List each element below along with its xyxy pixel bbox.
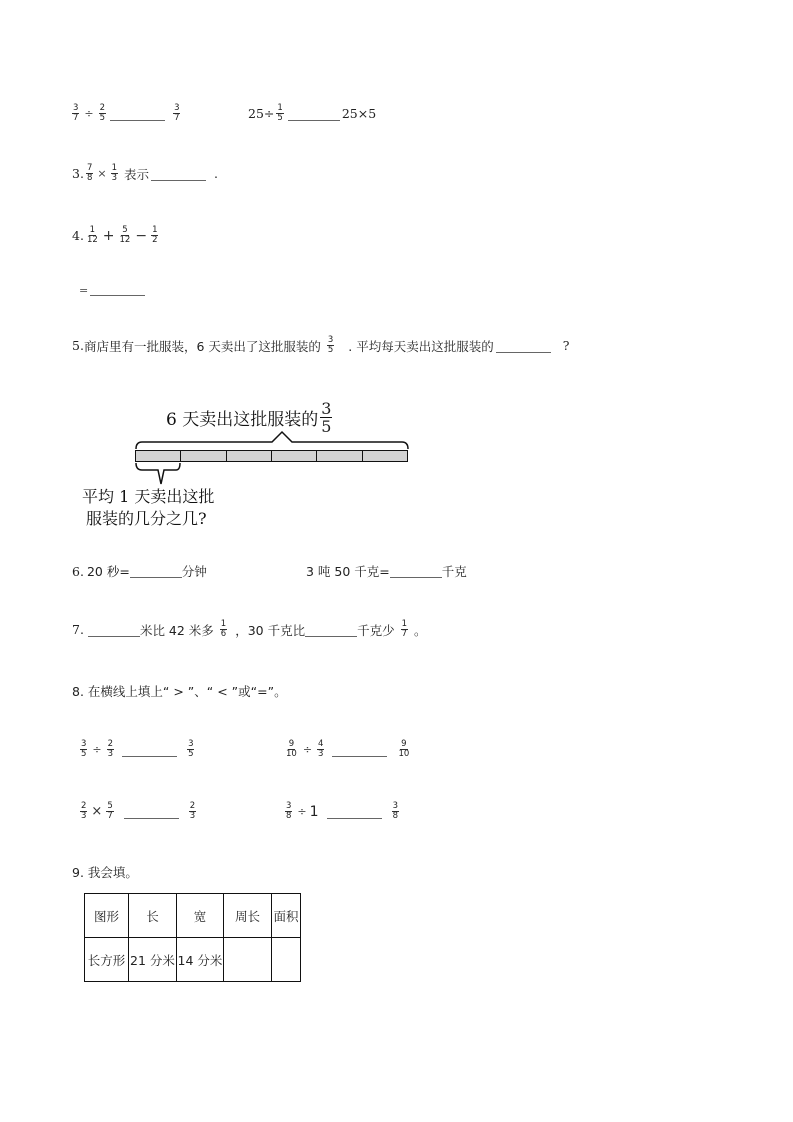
- q2-right: 25÷ $\frac{1}{5}$ 25×5: [248, 103, 377, 123]
- table-header: 图形: [85, 894, 129, 938]
- table-cell: 14 分米: [177, 938, 224, 982]
- fraction: $\frac{7}{8}$: [86, 163, 93, 183]
- bar-segment: [272, 451, 317, 461]
- question-4: 4. $\frac{1}{12}$ + $\frac{5}{12}$ − $\frac{1}{2}$: [72, 225, 158, 245]
- answer-blank[interactable]: [305, 635, 357, 637]
- fraction: $\frac{3}{5}$: [327, 335, 334, 355]
- diagram-bottom-line1: 平均 1 天卖出这批: [82, 487, 215, 506]
- fraction: $\frac{1}{3}$: [111, 163, 117, 183]
- divide-operator: ÷: [84, 107, 94, 120]
- fraction: $\frac{3}{7}$: [174, 103, 180, 123]
- area-answer-cell[interactable]: [272, 938, 301, 982]
- fraction: 3 5: [321, 399, 332, 436]
- diagram-top-label: 6 天卖出这批服装的 3 5: [166, 399, 332, 436]
- six-segment-bar: [135, 450, 408, 462]
- answer-blank[interactable]: [88, 635, 140, 637]
- question-7: 7. 米比 42 米多 $\frac{1}{6}$ ，30 千克比 千克少 $\frac{1}{7}$ 。: [72, 619, 427, 639]
- bar-segment: [181, 451, 226, 461]
- bar-segment: [136, 451, 181, 461]
- question-4-answer: =: [79, 284, 147, 297]
- answer-blank[interactable]: [122, 755, 177, 757]
- table-header-row: [85, 894, 301, 938]
- fraction: $\frac{1}{2}$: [152, 225, 158, 245]
- question-9-title: 9. 我会填。: [72, 865, 138, 880]
- compare-item-1: $\frac{3}{5}$ ÷ $\frac{2}{3}$ $\frac{3}{5}$: [81, 739, 194, 759]
- answer-blank[interactable]: [332, 755, 387, 757]
- q2-left: [70, 104, 182, 123]
- fraction: $\frac{1}{5}$: [277, 103, 283, 123]
- compare-item-3: $\frac{2}{3}$ × $\frac{5}{7}$ $\frac{2}{3}$: [81, 801, 196, 821]
- table-cell: 21 分米: [129, 938, 177, 982]
- rectangle-table: [84, 893, 301, 982]
- answer-blank[interactable]: [496, 351, 551, 353]
- answer-blank[interactable]: [124, 817, 179, 819]
- question-5: 5. 商店里有一批服装，6 天卖出了这批服装的 $\frac{3}{5}$ . 平均每天卖出这批服装的 ?: [72, 335, 570, 355]
- answer-blank[interactable]: [130, 576, 182, 578]
- answer-blank[interactable]: [288, 119, 340, 121]
- fraction: $\frac{5}{12}$: [119, 225, 131, 245]
- answer-blank[interactable]: [390, 576, 442, 578]
- fraction: $\frac{1}{6}$: [220, 619, 227, 639]
- question-3: 3. $\frac{7}{8}$ × $\frac{1}{3}$ 表示 .: [72, 163, 218, 183]
- question-6-left: 6. 20 秒= 分钟: [72, 563, 207, 579]
- table-cell: 长方形: [85, 938, 129, 982]
- answer-blank[interactable]: [110, 119, 165, 121]
- answer-blank[interactable]: [151, 179, 206, 181]
- diagram-bottom-line2: 服装的几分之几?: [86, 509, 207, 528]
- answer-blank[interactable]: [90, 294, 145, 296]
- fraction: $\frac{3}{7}$: [73, 103, 79, 123]
- compare-item-2: $\frac{9}{10}$ ÷ $\frac{4}{3}$ $\frac{9}{10}$: [286, 739, 410, 759]
- question-6-right: 3 吨 50 千克= 千克: [306, 564, 467, 579]
- table-header: 长: [129, 894, 177, 938]
- table-header: 面积: [272, 894, 301, 938]
- table-header: 宽: [177, 894, 224, 938]
- bar-segment: [317, 451, 362, 461]
- compare-item-4: $\frac{3}{8}$ ÷ 1 $\frac{3}{8}$: [286, 801, 398, 821]
- fraction: $\frac{2}{5}$: [99, 103, 106, 123]
- bar-segment: [363, 451, 407, 461]
- bar-segment: [227, 451, 272, 461]
- fraction: $\frac{1}{7}$: [401, 619, 408, 639]
- question-8-title: 8. 在横线上填上“ > ”、“ < ”或“=”。: [72, 684, 287, 699]
- table-header: 周长: [224, 894, 272, 938]
- perimeter-answer-cell[interactable]: [224, 938, 272, 982]
- answer-blank[interactable]: [327, 817, 382, 819]
- fraction: $\frac{1}{12}$: [86, 225, 98, 245]
- table-row: [85, 938, 301, 982]
